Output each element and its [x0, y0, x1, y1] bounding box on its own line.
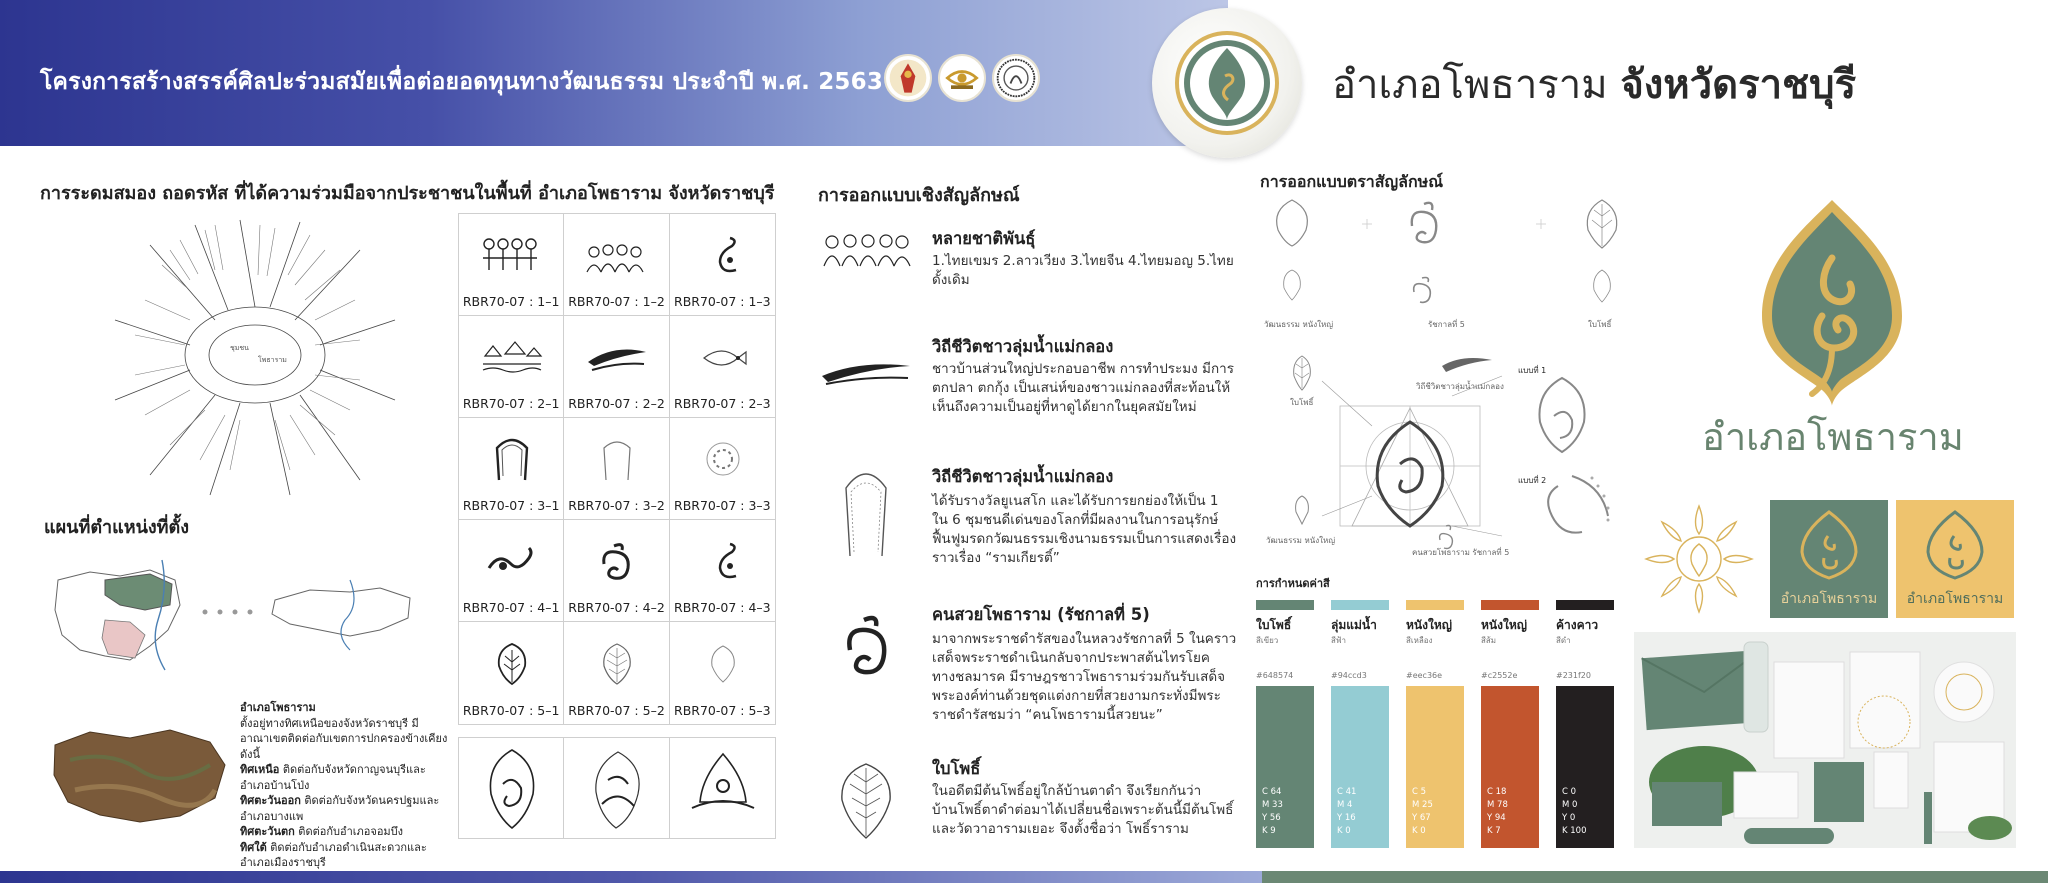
svg-text:ชุมชน: ชุมชน	[230, 344, 249, 352]
bodhi-leaf-icon	[479, 640, 545, 686]
thai-numeral-five-icon	[584, 538, 650, 584]
swatch-name: หนังใหญ่	[1406, 618, 1452, 632]
swatch-name: ค้างคาว	[1556, 618, 1599, 632]
grid-cell	[670, 214, 775, 316]
grid-cell	[459, 214, 564, 316]
west-text: ติดต่อกับอำเภอจอมบึง	[298, 825, 404, 838]
trademark-caption: ใบโพธิ์	[1588, 320, 1612, 329]
swatch-bar	[1481, 600, 1539, 610]
dotted-circle-icon	[690, 436, 756, 482]
symbolic-heading-5: ใบโพธิ์	[932, 759, 981, 778]
grid-code: RBR70-07 : 1–2	[568, 294, 665, 309]
map-desc-south	[240, 840, 450, 871]
symbolic-heading-3: วิถีชีวิตชาวลุ่มน้ำแม่กลอง	[932, 467, 1114, 486]
people-icon	[820, 232, 912, 268]
grid-cell	[564, 316, 669, 418]
bodhi-logo-icon	[1752, 198, 1912, 408]
grid-cell	[459, 520, 564, 622]
south-label: ทิศใต้	[240, 840, 267, 854]
river-icon	[820, 358, 912, 388]
north-text: ติดต่อกับจังหวัดกาญจนบุรีและอำเภอบ้านโป่ง	[240, 763, 426, 792]
map-description	[240, 700, 450, 871]
map-desc-east	[240, 793, 450, 824]
swatch-bar	[1331, 600, 1389, 610]
symbolic-heading-1: หลายชาติพันธุ์	[932, 229, 1036, 248]
district-logo-badge	[1152, 8, 1302, 158]
swatch-hex: #648574	[1256, 671, 1294, 680]
trademark-caption: รัชกาลที่ 5	[1428, 320, 1465, 329]
grid-cell	[459, 418, 564, 520]
bodhi-leaf-veined-icon	[584, 640, 650, 686]
swatch-cmyk: C 0 M 0 Y 0 K 100	[1562, 787, 1587, 836]
swatch-name: หนังใหญ่	[1481, 618, 1527, 632]
grid-code: RBR70-07 : 2–2	[568, 396, 665, 411]
map-desc-north	[240, 762, 450, 793]
swatch-hex: #c2552e	[1481, 671, 1518, 680]
grid-code: RBR70-07 : 1–1	[462, 294, 560, 309]
puppet-frame-outline-icon	[584, 436, 650, 482]
brainstorm-title: การระดมสมอง ถอดรหัส ที่ได้ความร่วมมือจากประชาชนในพื้นที่ อำเภอโพธาราม จังหวัดราชบุรี	[40, 183, 775, 204]
grid-code: RBR70-07 : 2–3	[674, 396, 771, 411]
grid-cell	[459, 622, 564, 724]
bodhi-logo-icon	[1172, 28, 1282, 138]
grid-code: RBR70-07 : 1–3	[674, 294, 771, 309]
swatch-bar	[1556, 600, 1614, 610]
grid-code: RBR70-07 : 4–3	[674, 600, 771, 615]
grid-cell	[564, 214, 669, 316]
grid-cell	[670, 316, 775, 418]
east-label: ทิศตะวันออก	[240, 794, 301, 807]
logo-sketch-cell	[670, 738, 775, 838]
grid-cell	[564, 520, 669, 622]
logo-sketch-row	[458, 737, 776, 839]
variant-1-label: แบบที่ 1	[1518, 366, 1547, 375]
thai-curl-icon	[690, 232, 756, 278]
bodhi-leaf-outline-icon	[690, 640, 756, 686]
logo-wordmark: อำเภอโพธาราม	[1702, 415, 1964, 459]
variant-green-text: อำเภอโพธาราม	[1780, 591, 1878, 607]
swatch-sub: สีฟ้า	[1331, 636, 1347, 645]
water-wave-icon	[584, 334, 650, 380]
swatch-name: ใบโพธิ์	[1256, 618, 1292, 632]
west-label: ทิศตะวันตก	[240, 825, 295, 838]
fish-icon	[690, 334, 756, 380]
grid-code: RBR70-07 : 3–3	[674, 498, 771, 513]
district-name: อำเภอโพธาราม	[1332, 62, 1608, 108]
trademark-caption: ใบโพธิ์	[1290, 398, 1314, 407]
color-palette-title: การกำหนดค่าสี	[1256, 577, 1330, 590]
swatch-hex: #eec36e	[1406, 671, 1443, 680]
variant-2-label: แบบที่ 2	[1518, 476, 1547, 485]
eye-logo-icon	[938, 54, 986, 102]
swatch-bar	[1256, 600, 1314, 610]
district-title	[1332, 52, 1856, 116]
variant-gold-text: อำเภอโพธาราม	[1906, 591, 2004, 607]
bodhi-logo-icon	[1920, 510, 1990, 580]
symbolic-body-2: ชาวบ้านส่วนใหญ่ประกอบอาชีพ การทำประมง มีการตกปลา ตกกุ้ง เป็นเสน่ห์ของชาวแม่กลองที่สะท้อนให้เห็นถึงความเป็นอยู่ที่หาดูได้ยากในยุคสมัยใหม่	[932, 361, 1234, 415]
stilt-houses-icon	[479, 334, 545, 380]
stationery-mockup	[1634, 632, 2016, 848]
footer-band-green	[1262, 871, 2048, 883]
stick-figures-icon	[479, 232, 545, 278]
grid-cell	[459, 316, 564, 418]
trademark-caption: วิถีชีวิตชาวลุ่มน้ำแม่กลอง	[1416, 382, 1504, 391]
map-desc-heading: อำเภอโพธาราม	[240, 701, 316, 714]
swatch-hex: #94ccd3	[1331, 671, 1367, 680]
grid-cell	[670, 520, 775, 622]
swatch-cmyk: C 41 M 4 Y 16 K 0	[1337, 787, 1357, 836]
district-seal-icon	[992, 54, 1040, 102]
grid-code: RBR70-07 : 5–1	[462, 703, 560, 718]
thai-swirl-icon	[479, 538, 545, 584]
symbolic-heading-4: คนสวยโพธาราม (รัชกาลที่ 5)	[932, 605, 1150, 624]
location-map	[50, 550, 430, 680]
project-title: โครงการสร้างสรรค์ศิลปะร่วมสมัยเพื่อต่อยอดทุนทางวัฒนธรรม ประจำปี พ.ศ. 2563	[40, 69, 884, 95]
swatch-cmyk: C 18 M 78 Y 94 K 7	[1487, 787, 1508, 836]
swatch-cmyk: C 64 M 33 Y 56 K 9	[1262, 787, 1283, 836]
map-desc-west	[240, 824, 450, 840]
grid-cell	[564, 418, 669, 520]
swatch-sub: สีเขียว	[1256, 636, 1279, 645]
trademark-caption: วัฒนธรรม หนังใหญ่	[1264, 320, 1334, 329]
grid-cell	[670, 622, 775, 724]
swatch-hex: #231f20	[1556, 671, 1591, 680]
swatch-bar	[1406, 600, 1464, 610]
sketch-grid	[458, 213, 776, 725]
ornament-sun-icon	[1640, 500, 1758, 618]
map-desc-intro: ตั้งอยู่ทางทิศเหนือของจังหวัดราชบุรี มีอาณาเขตติดต่อกับเขตการปกครองข้างเคียง ดังนี้	[240, 716, 448, 761]
east-text: ติดต่อกับจังหวัดนครปฐมและอำเภอบางแพ	[240, 794, 440, 823]
grid-code: RBR70-07 : 4–2	[568, 600, 665, 615]
logo-sketch-cell	[459, 738, 564, 838]
svg-text:โพธาราม: โพธาราม	[258, 356, 287, 364]
swatch-sub: สีส้ม	[1481, 636, 1497, 645]
grid-cell	[670, 418, 775, 520]
bodhi-leaf-icon	[820, 760, 912, 840]
grid-code: RBR70-07 : 5–2	[568, 703, 665, 718]
logo-variant-gold	[1896, 500, 2014, 618]
thai-numeral-five-icon	[820, 614, 912, 678]
symbolic-heading-2: วิถีชีวิตชาวลุ่มน้ำแม่กลอง	[932, 337, 1114, 356]
grid-code: RBR70-07 : 2–1	[462, 396, 560, 411]
bodhi-logo-icon	[1794, 510, 1864, 580]
brainstorm-mindmap-drawing	[110, 210, 400, 500]
swatch-name: ลุ่มแม่น้ำ	[1331, 618, 1377, 632]
north-label: ทิศเหนือ	[240, 763, 280, 776]
people-group-icon	[584, 232, 650, 278]
province-name: จังหวัดราชบุรี	[1620, 62, 1857, 108]
puppet-frame-icon	[479, 436, 545, 482]
logo-variant-green	[1770, 500, 1888, 618]
terrain-map	[50, 720, 230, 830]
logo-sketch-icon	[473, 744, 551, 834]
shadow-puppet-icon	[820, 468, 912, 558]
symbolic-design-title: การออกแบบเชิงสัญลักษณ์	[818, 185, 1020, 206]
location-map-title: แผนที่ตำแหน่งที่ตั้ง	[44, 517, 190, 538]
symbolic-body-5: ในอดีตมีต้นโพธิ์อยู่ใกล้บ้านตาดำ จึงเรียกกันว่าบ้านโพธิ์ตาดำต่อมาได้เปลี่ยนชื่อเพราะต้นนี้มีต้นโพธิ์และวัดวาอารามเยอะ จึงตั้งชื่อว่า โพธิ์ราราม	[932, 783, 1234, 837]
symbolic-body-4: มาจากพระราชดำรัสของในหลวงรัชกาลที่ 5 ในคราวเสด็จพระราชดำเนินกลับจากประพาสต้นไทรโยค ทางชลมารค มีราษฎรชาวโพธารามร่วมกันรับเสด็จพระองค์ท่านด้วยชุดแต่งกายที่สวยงามกระทั่งมีพระราชดำรัสชมว่า “คนโพธารามนี้สวยนะ”	[932, 631, 1237, 723]
trademark-caption: วัฒนธรรม หนังใหญ่	[1266, 536, 1336, 545]
logo-sketch-icon	[578, 744, 656, 834]
grid-code: RBR70-07 : 4–1	[462, 600, 560, 615]
trademark-design-title: การออกแบบตราสัญลักษณ์	[1260, 172, 1444, 191]
south-text: ติดต่อกับอำเภอดำเนินสะดวกและอำเภอเมืองราชบุรี	[240, 840, 427, 869]
grid-code: RBR70-07 : 5–3	[674, 703, 771, 718]
symbolic-body-1: 1.ไทยเขมร 2.ลาวเวียง 3.ไทยจีน 4.ไทยมอญ 5.ไทยดั้งเดิม	[932, 253, 1234, 288]
grid-code: RBR70-07 : 3–2	[568, 498, 665, 513]
trademark-caption: คนสวยโพธาราม รัชกาลที่ 5	[1412, 548, 1510, 557]
grid-cell	[564, 622, 669, 724]
footer-band-blue	[0, 871, 1262, 883]
swatch-sub: สีดำ	[1556, 636, 1571, 645]
logo-sketch-cell	[564, 738, 669, 838]
ministry-seal-icon	[884, 54, 932, 102]
symbolic-body-3: ได้รับรางวัลยูเนสโก และได้รับการยกย่องให้เป็น 1 ใน 6 ชุมชนดีเด่นของโลกที่มีผลงานในการอนุรักษ์ฟื้นฟูมรดกวัฒนธรรมเชิงนามธรรมเป็นการแสดงเรื่องราวเรื่อง “รามเกียรติ์”	[932, 493, 1237, 566]
swatch-cmyk: C 5 M 25 Y 67 K 0	[1412, 787, 1433, 836]
thai-curl-icon	[690, 538, 756, 584]
logo-sketch-icon	[684, 744, 762, 834]
swatch-sub: สีเหลือง	[1406, 636, 1433, 645]
grid-code: RBR70-07 : 3–1	[462, 498, 560, 513]
